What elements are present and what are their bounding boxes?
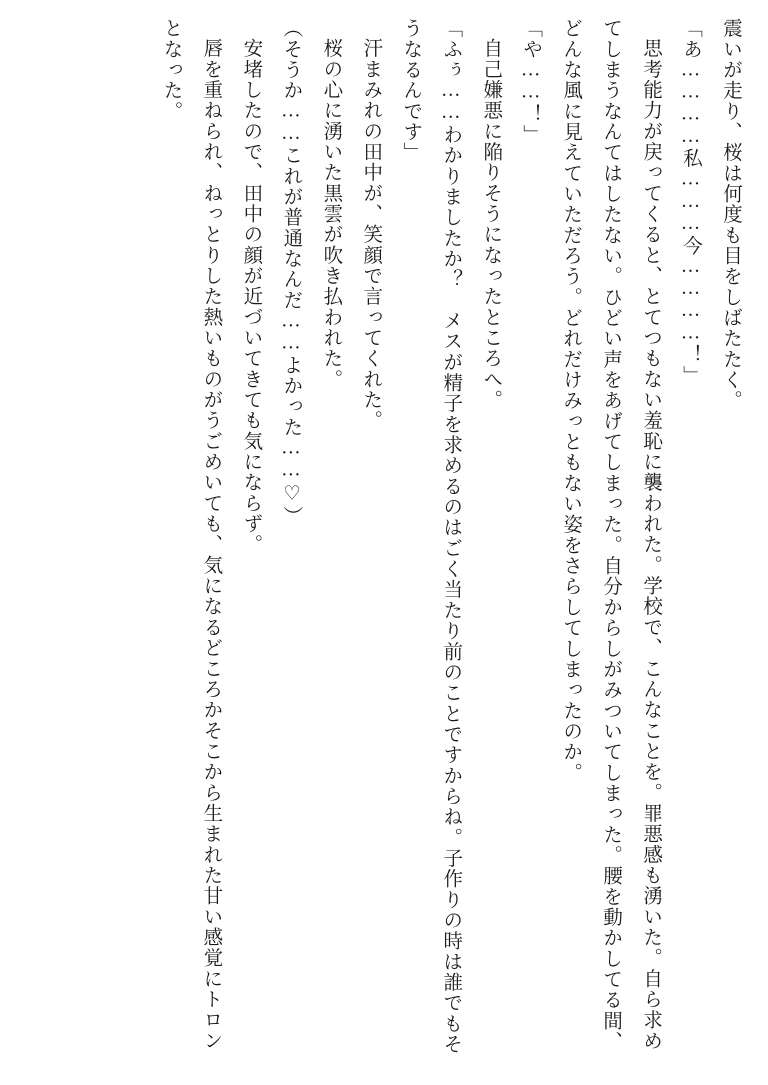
paragraph: 自己嫌悪に陥りそうになったところへ。 bbox=[480, 37, 502, 410]
paragraph: 桜の心に湧いた黒雲が吹き払われた。 bbox=[320, 37, 342, 389]
paragraph: 汗まみれの田中が、笑顔で言ってくれた。 bbox=[360, 37, 382, 431]
paragraph: 安堵したので、田中の顔が近づいてきても気にならず。 bbox=[240, 37, 262, 555]
paragraph: 「ふぅ……わかりましたか？ メスが精子を求めるのはごく当たり前のことですからね。子作りの時は誰でもそうなるんです」 bbox=[400, 18, 462, 1055]
paragraph: （そうか……これが普通なんだ……よかった……♡） bbox=[280, 18, 302, 527]
page-body bbox=[18, 18, 750, 1067]
paragraph: 「や……！」 bbox=[520, 18, 542, 146]
paragraph: 唇を重ねられ、ねっとりした熱いものがうごめいても、気になるどころかそこから生まれた甘い感覚にトロンとなった。 bbox=[160, 18, 222, 1051]
paragraph: 思考能力が戻ってくると、とてつもない羞恥に襲われた。学校で、こんなことを。罪悪感も湧いた。自ら求めてしまうなんてはしたない。ひどい声をあげてしまった。自分からしがみついてしまった。腰を動かしてる間、どんな風に見えていただろう。どれだけみっともない姿をさらしてしまったのか。 bbox=[560, 18, 662, 1052]
vertical-text-block bbox=[18, 18, 750, 1058]
paragraph: 震いが走り、桜は何度も目をしばたたく。 bbox=[720, 18, 741, 411]
paragraph: 「あ…………私………今…………！」 bbox=[680, 18, 702, 386]
